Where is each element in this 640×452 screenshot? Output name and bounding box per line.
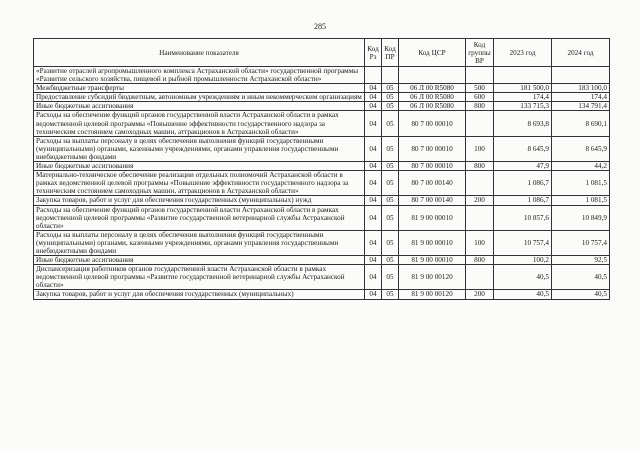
cell-pr: 05 [382,162,399,171]
cell-rz: 04 [365,265,382,290]
cell-y2023: 8 645,9 [494,136,552,161]
cell-y2023: 1 086,7 [494,171,552,196]
table-row [34,205,610,230]
cell-csr: 80 7 00 00140 [399,196,466,205]
cell-rz: 04 [365,290,382,299]
cell-y2023: 10 757,4 [494,230,552,255]
cell-csr: 81 9 00 00010 [399,256,466,265]
header-rz: Код Рз [365,39,382,67]
cell-name: Материально-техническое обеспечение реализации отдельных полномочий Астраханской области в рамках ведомственной целевой программы «Повышение эффективности государственного надзора за техническим состоянием самоходных машин, аттракционов в Астраханской области» [34,171,365,196]
cell-rz: 04 [365,93,382,102]
table-row [34,84,610,93]
cell-pr: 05 [382,265,399,290]
cell-pr: 05 [382,136,399,161]
cell-csr: 81 9 00 00010 [399,230,466,255]
cell-rz: 04 [365,136,382,161]
cell-name: «Развитие отраслей агропромышленного комплекса Астраханской области» государственной программы «Развитие сельского хозяйства, пищевой и рыбной промышленности Астраханской области» [34,67,365,84]
cell-vr [466,205,494,230]
page-number: 285 [314,22,326,31]
cell-csr: 80 7 00 00010 [399,136,466,161]
cell-y2023: 8 693,8 [494,111,552,136]
cell-vr: 100 [466,136,494,161]
cell-name: Расходы на выплаты персоналу в целях обеспечения выполнения функций государственными (муниципальными) органами, казенными учреждениями, органами управления государственными внебюджетными фондами [34,230,365,255]
cell-y2023: 181 500,0 [494,84,552,93]
cell-y2024: 44,2 [552,162,610,171]
table-row [34,67,610,84]
cell-y2024: 1 081,5 [552,171,610,196]
cell-name: Расходы на выплаты персоналу в целях обеспечения выполнения функций государственными (муниципальными) органами, казенными учреждениями, органами управления государственными внебюджетными фондами [34,136,365,161]
cell-name: Закупка товаров, работ и услуг для обеспечения государственных (муниципальных) нужд [34,196,365,205]
cell-pr: 05 [382,84,399,93]
table-row [34,196,610,205]
cell-pr: 05 [382,102,399,111]
cell-y2023: 1 086,7 [494,196,552,205]
cell-y2023: 174,4 [494,93,552,102]
cell-csr: 81 9 00 00120 [399,290,466,299]
cell-rz: 04 [365,102,382,111]
cell-y2023: 100,2 [494,256,552,265]
cell-csr: 81 9 00 00010 [399,205,466,230]
table-row [34,256,610,265]
cell-y2023: 47,9 [494,162,552,171]
cell-rz [365,67,382,84]
cell-name: Расходы на обеспечение функций органов государственной власти Астраханской области в рамках ведомственной целевой программы «Повышение эффективности государственного надзора за техническим состоянием самоходных машин, аттракционов в Астраханской области» [34,111,365,136]
table-row [34,290,610,299]
cell-csr: 80 7 00 00010 [399,111,466,136]
cell-name: Предоставление субсидий бюджетным, автономным учреждениям и иным некоммерческим организациям [34,93,365,102]
cell-y2024: 1 081,5 [552,196,610,205]
cell-pr: 05 [382,205,399,230]
cell-y2024: 8 690,1 [552,111,610,136]
cell-vr: 800 [466,162,494,171]
table-row [34,265,610,290]
table-row [34,136,610,161]
header-vr: Код группы ВР [466,39,494,67]
cell-pr [382,67,399,84]
cell-vr: 800 [466,256,494,265]
cell-rz: 04 [365,230,382,255]
cell-pr: 05 [382,230,399,255]
cell-csr: 81 9 00 00120 [399,265,466,290]
cell-name: Межбюджетные трансферты [34,84,365,93]
cell-vr: 200 [466,196,494,205]
cell-name: Иные бюджетные ассигнования [34,162,365,171]
table-row [34,162,610,171]
cell-pr: 05 [382,93,399,102]
cell-name: Иные бюджетные ассигнования [34,102,365,111]
cell-pr: 05 [382,196,399,205]
cell-rz: 04 [365,205,382,230]
cell-csr: 80 7 00 00010 [399,162,466,171]
cell-csr: 06 Л 00 R5080 [399,93,466,102]
cell-vr [466,67,494,84]
cell-y2024: 183 100,0 [552,84,610,93]
header-2023: 2023 год [494,39,552,67]
cell-csr [399,67,466,84]
header-csr: Код ЦСР [399,39,466,67]
cell-pr: 05 [382,111,399,136]
header-2024: 2024 год [552,39,610,67]
cell-y2024: 10 849,9 [552,205,610,230]
cell-vr: 600 [466,93,494,102]
cell-vr: 200 [466,290,494,299]
table-row [34,93,610,102]
cell-csr: 80 7 00 00140 [399,171,466,196]
cell-y2023 [494,67,552,84]
cell-y2024: 40,5 [552,265,610,290]
cell-name: Закупка товаров, работ и услуг для обеспечения государственных (муниципальных) [34,290,365,299]
cell-y2024: 40,5 [552,290,610,299]
cell-csr: 06 Л 00 R5080 [399,102,466,111]
cell-name: Иные бюджетные ассигнования [34,256,365,265]
cell-y2023: 133 715,3 [494,102,552,111]
cell-name: Диспансеризация работников органов государственной власти Астраханской области в рамках ведомственной целевой программы «Развитие государственной ветеринарной службы Астраханской области» [34,265,365,290]
cell-pr: 05 [382,171,399,196]
header-name: Наименование показателя [34,39,365,67]
table-row [34,230,610,255]
cell-vr: 500 [466,84,494,93]
header-pr: Код ПР [382,39,399,67]
budget-table [33,38,610,300]
cell-y2023: 40,5 [494,290,552,299]
cell-pr: 05 [382,290,399,299]
table-row [34,171,610,196]
cell-csr: 06 Л 00 R5080 [399,84,466,93]
cell-vr: 800 [466,102,494,111]
table-row [34,111,610,136]
cell-pr: 05 [382,256,399,265]
cell-y2024: 174,4 [552,93,610,102]
cell-rz: 04 [365,111,382,136]
cell-rz: 04 [365,162,382,171]
cell-y2024: 134 791,4 [552,102,610,111]
cell-rz: 04 [365,84,382,93]
table-header-row [34,39,610,67]
cell-vr [466,171,494,196]
cell-vr [466,111,494,136]
cell-name: Расходы на обеспечение функций органов государственной власти Астраханской области в рамках ведомственной целевой программы «Развитие государственной ветеринарной службы Астраханской области» [34,205,365,230]
cell-y2023: 10 857,6 [494,205,552,230]
cell-y2024: 10 757,4 [552,230,610,255]
cell-vr [466,265,494,290]
cell-rz: 04 [365,196,382,205]
table-row [34,102,610,111]
cell-y2024 [552,67,610,84]
cell-y2023: 40,5 [494,265,552,290]
cell-vr: 100 [466,230,494,255]
cell-rz: 04 [365,256,382,265]
cell-y2024: 92,5 [552,256,610,265]
cell-rz: 04 [365,171,382,196]
cell-y2024: 8 645,9 [552,136,610,161]
